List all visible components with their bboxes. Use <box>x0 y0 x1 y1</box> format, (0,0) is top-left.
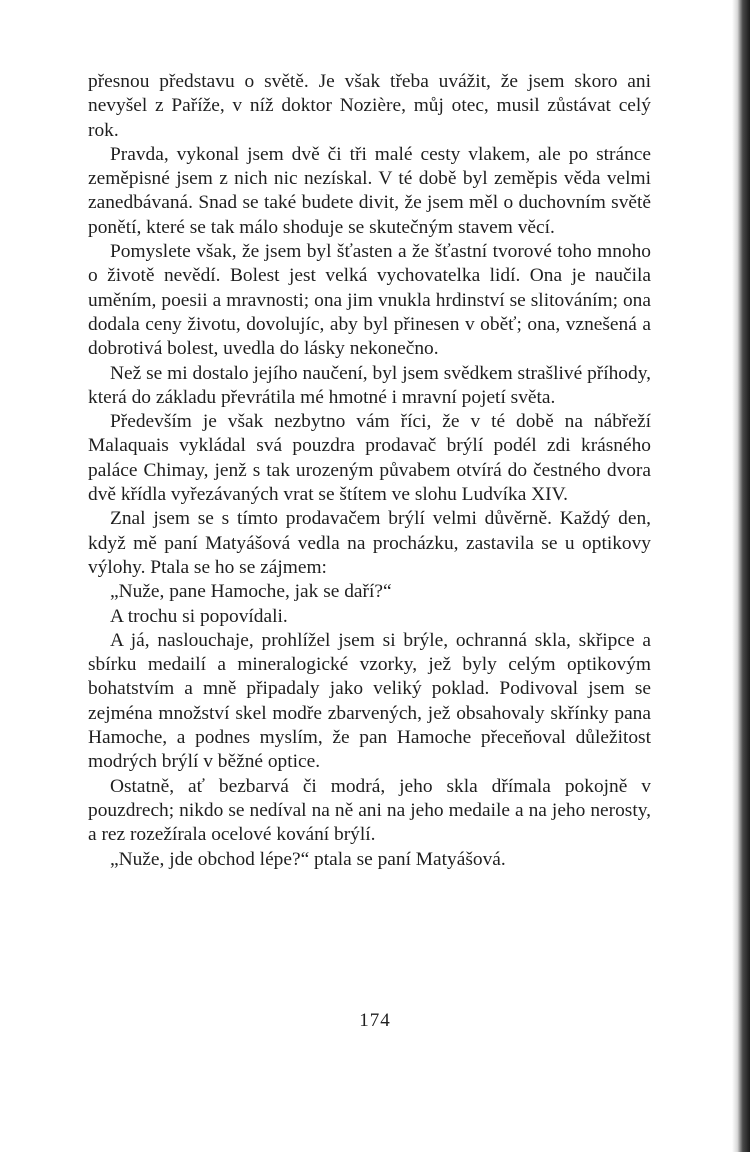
paragraph-10: Ostatně, ať bezbarvá či modrá, jeho skla dřímala pokojně v pouzdrech; nikdo se nedíval na ně ani na jeho medaile a na jeho nerosty, a rez rozežírala ocelové kování brýlí. <box>88 775 651 846</box>
paragraph-3: Pomyslete však, že jsem byl šťasten a že šťastní tvorové toho mnoho o životě nevědí. Bolest jest velká vychovatelka lidí. Ona je naučila uměním, poesii a mravnosti; ona jim vnukla hrdinství se slitováním; ona dodala ceny životu, dovolujíc, aby byl přinesen v oběť; ona, vznešená a dobrotivá bolest, uvedla do lásky nekonečno. <box>88 241 651 360</box>
paragraph-5: Především je však nezbytno vám říci, že v té době na nábřeží Malaquais vykládal svá pouzdra prodavač brýlí podél zdi krásného paláce Chimay, jenž s tak urozeným půvabem otvírá do čestného dvora dvě křídla vyřezávaných vrat se štítem ve slohu Ludvíka XIV. <box>88 411 651 506</box>
page-number: 174 <box>359 1010 391 1031</box>
page-edge-shadow <box>732 0 750 1152</box>
paragraph-7: „Nuže, pane Hamoche, jak se daří?“ <box>110 581 392 603</box>
paragraph-2: Pravda, vykonal jsem dvě či tři malé cesty vlakem, ale po stránce zeměpisné jsem z nich nic nezískal. V té době byl zeměpis věda velmi zanedbávaná. Snad se také budete divit, že jsem měl o duchovním světě ponětí, které se tak málo shoduje se skutečným stavem věcí. <box>88 143 651 238</box>
paragraph-11: „Nuže, jde obchod lépe?“ ptala se paní Matyášová. <box>110 848 506 870</box>
paragraph-1: přesnou představu o světě. Je však třeba uvážit, že jsem skoro ani nevyšel z Paříže, v níž doktor Nozière, můj otec, musil zůstávat celý rok. <box>88 71 651 141</box>
body-text <box>88 70 651 872</box>
paragraph-8: A trochu si popovídali. <box>110 605 288 627</box>
paragraph-9: A já, naslouchaje, prohlížel jsem si brýle, ochranná skla, skřipce a sbírku medailí a mineralogické vzorky, jež byly celým optikovým bohatstvím a mně připadaly jako veliký poklad. Podivoval jsem se zejména množství skel modře zbarvených, jež obsahovaly skřínky pana Hamoche, a podnes myslím, že pan Hamoche přeceňoval důležitost modrých brýlí v běžné optice. <box>88 629 651 773</box>
paragraph-6: Znal jsem se s tímto prodavačem brýlí velmi důvěrně. Každý den, když mě paní Matyášová vedla na procházku, zastavila se u optikovy výlohy. Ptala se ho se zájmem: <box>88 508 651 578</box>
paragraph-4: Než se mi dostalo jejího naučení, byl jsem svědkem strašlivé příhody, která do základu převrátila mé hmotné i mravní pojetí světa. <box>88 362 651 408</box>
